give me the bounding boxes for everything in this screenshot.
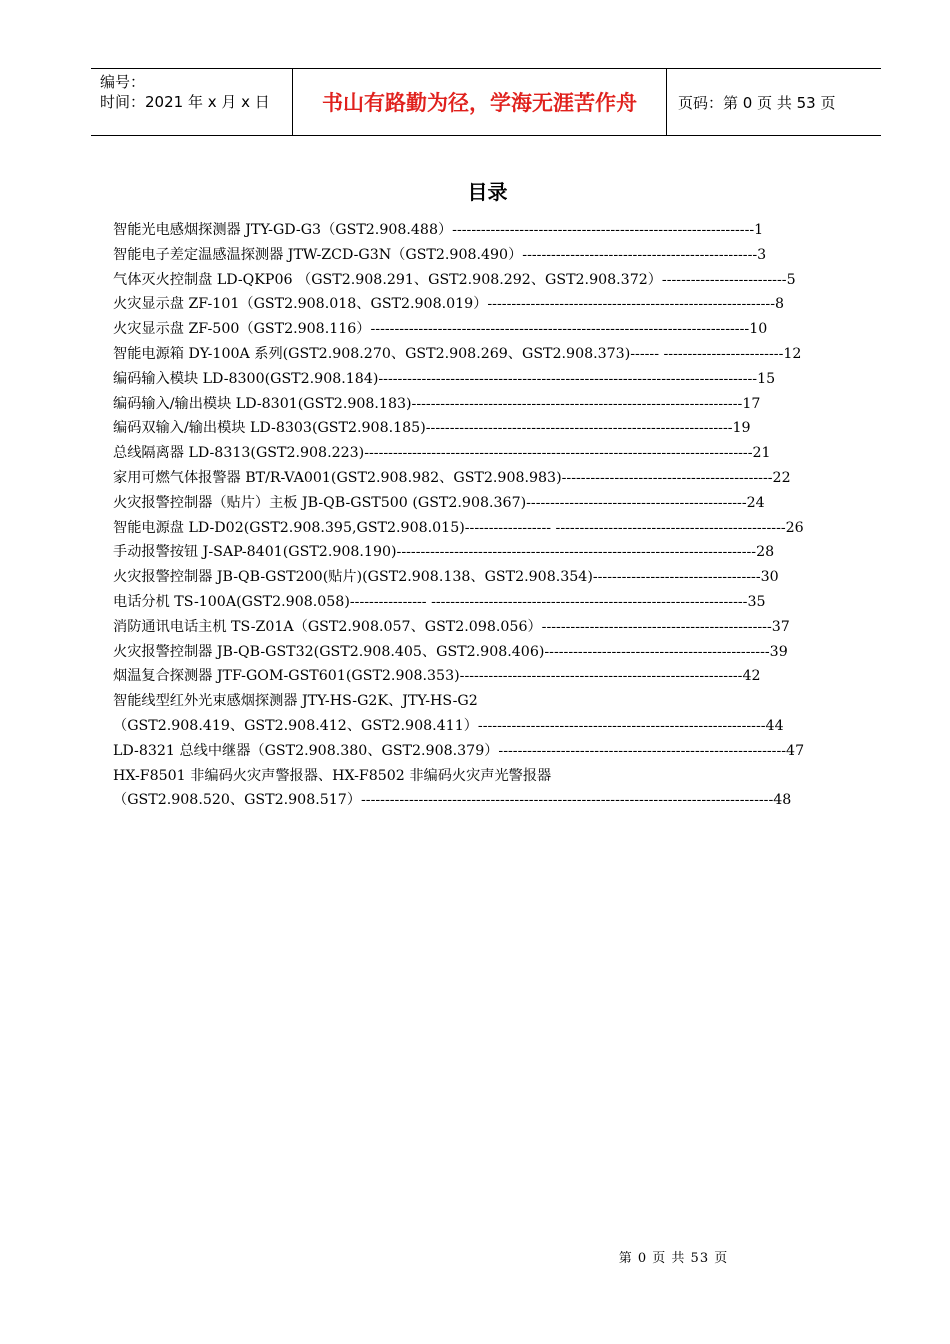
document-time-label: 时间：2021 年 x 月 x 日 bbox=[100, 93, 270, 111]
header-page-label: 页码：第 0 页 共 53 页 bbox=[678, 93, 836, 112]
toc-entry[interactable]: 火灾显示盘 ZF-500（GST2.908.116）-------------------------------------------------------------------------------10 bbox=[113, 321, 768, 338]
toc-entry[interactable]: 电话分机 TS-100A(GST2.908.058)---------------- ------------------------------------------------------------------35 bbox=[113, 593, 766, 610]
toc-entry[interactable]: （GST2.908.520、GST2.908.517）--------------------------------------------------------------------------------------48 bbox=[113, 792, 792, 809]
page-header bbox=[91, 68, 881, 136]
toc-entry[interactable]: 家用可燃气体报警器 BT/R-VA001(GST2.908.982、GST2.908.983)--------------------------------------------22 bbox=[113, 469, 791, 486]
toc-entry[interactable]: （GST2.908.419、GST2.908.412、GST2.908.411）------------------------------------------------------------44 bbox=[113, 717, 784, 734]
toc-entry[interactable]: 烟温复合探测器 JTF-GOM-GST601(GST2.908.353)-----------------------------------------------------------42 bbox=[113, 668, 761, 685]
toc-entry[interactable]: 气体灭火控制盘 LD-QKP06 （GST2.908.291、GST2.908.292、GST2.908.372）--------------------------5 bbox=[113, 271, 796, 288]
toc-entry[interactable]: 智能光电感烟探测器 JTY-GD-G3（GST2.908.488）---------------------------------------------------------------1 bbox=[113, 222, 764, 238]
toc-entry[interactable]: 火灾报警控制器 JB-QB-GST32(GST2.908.405、GST2.908.406)-----------------------------------------------39 bbox=[113, 643, 788, 660]
document-number-label: 编号： bbox=[100, 73, 146, 91]
toc-entry[interactable]: 编码输入/输出模块 LD-8301(GST2.908.183)---------------------------------------------------------------------17 bbox=[113, 395, 761, 412]
toc-entry[interactable]: 火灾显示盘 ZF-101（GST2.908.018、GST2.908.019）------------------------------------------------------------8 bbox=[113, 296, 785, 313]
toc-entry[interactable]: 消防通讯电话主机 TS-Z01A（GST2.908.057、GST2.098.056）------------------------------------------------37 bbox=[113, 618, 790, 635]
toc-entry[interactable]: 编码输入模块 LD-8300(GST2.908.184)-------------------------------------------------------------------------------15 bbox=[113, 370, 776, 387]
toc-entry[interactable]: 编码双输入/输出模块 LD-8303(GST2.908.185)----------------------------------------------------------------19 bbox=[113, 420, 751, 437]
header-meta bbox=[91, 69, 293, 135]
toc-entry[interactable]: LD-8321 总线中继器（GST2.908.380、GST2.908.379）------------------------------------------------------------47 bbox=[113, 742, 805, 759]
toc-title: 目录 bbox=[467, 180, 508, 204]
header-motto: 书山有路勤为径，学海无涯苦作舟 bbox=[293, 69, 667, 135]
toc-entry[interactable]: 智能电源盘 LD-D02(GST2.908.395,GST2.908.015)------------------ ------------------------------------------------26 bbox=[113, 519, 804, 536]
toc-entry[interactable]: HX-F8501 非编码火灾声警报器、HX-F8502 非编码火灾声光警报器 bbox=[113, 767, 552, 784]
toc-entry[interactable]: 智能电子差定温感温探测器 JTW-ZCD-G3N（GST2.908.490）-------------------------------------------------3 bbox=[113, 246, 767, 263]
toc-entry[interactable]: 火灾报警控制器（贴片）主板 JB-QB-GST500 (GST2.908.367)----------------------------------------------24 bbox=[113, 494, 765, 511]
toc-entry[interactable]: 火灾报警控制器 JB-QB-GST200(贴片)(GST2.908.138、GST2.908.354)-----------------------------------30 bbox=[113, 569, 779, 586]
page-footer: 第 0 页 共 53 页 bbox=[618, 1251, 729, 1266]
table-of-contents bbox=[113, 218, 853, 813]
toc-entry[interactable]: 智能电源箱 DY-100A 系列(GST2.908.270、GST2.908.269、GST2.908.373)------ -------------------------12 bbox=[113, 345, 802, 362]
toc-entry[interactable]: 手动报警按钮 J-SAP-8401(GST2.908.190)---------------------------------------------------------------------------28 bbox=[113, 544, 775, 561]
toc-entry[interactable]: 总线隔离器 LD-8313(GST2.908.223)---------------------------------------------------------------------------------21 bbox=[113, 445, 771, 462]
toc-entry[interactable]: 智能线型红外光束感烟探测器 JTY-HS-G2K、JTY-HS-G2 bbox=[113, 693, 478, 710]
